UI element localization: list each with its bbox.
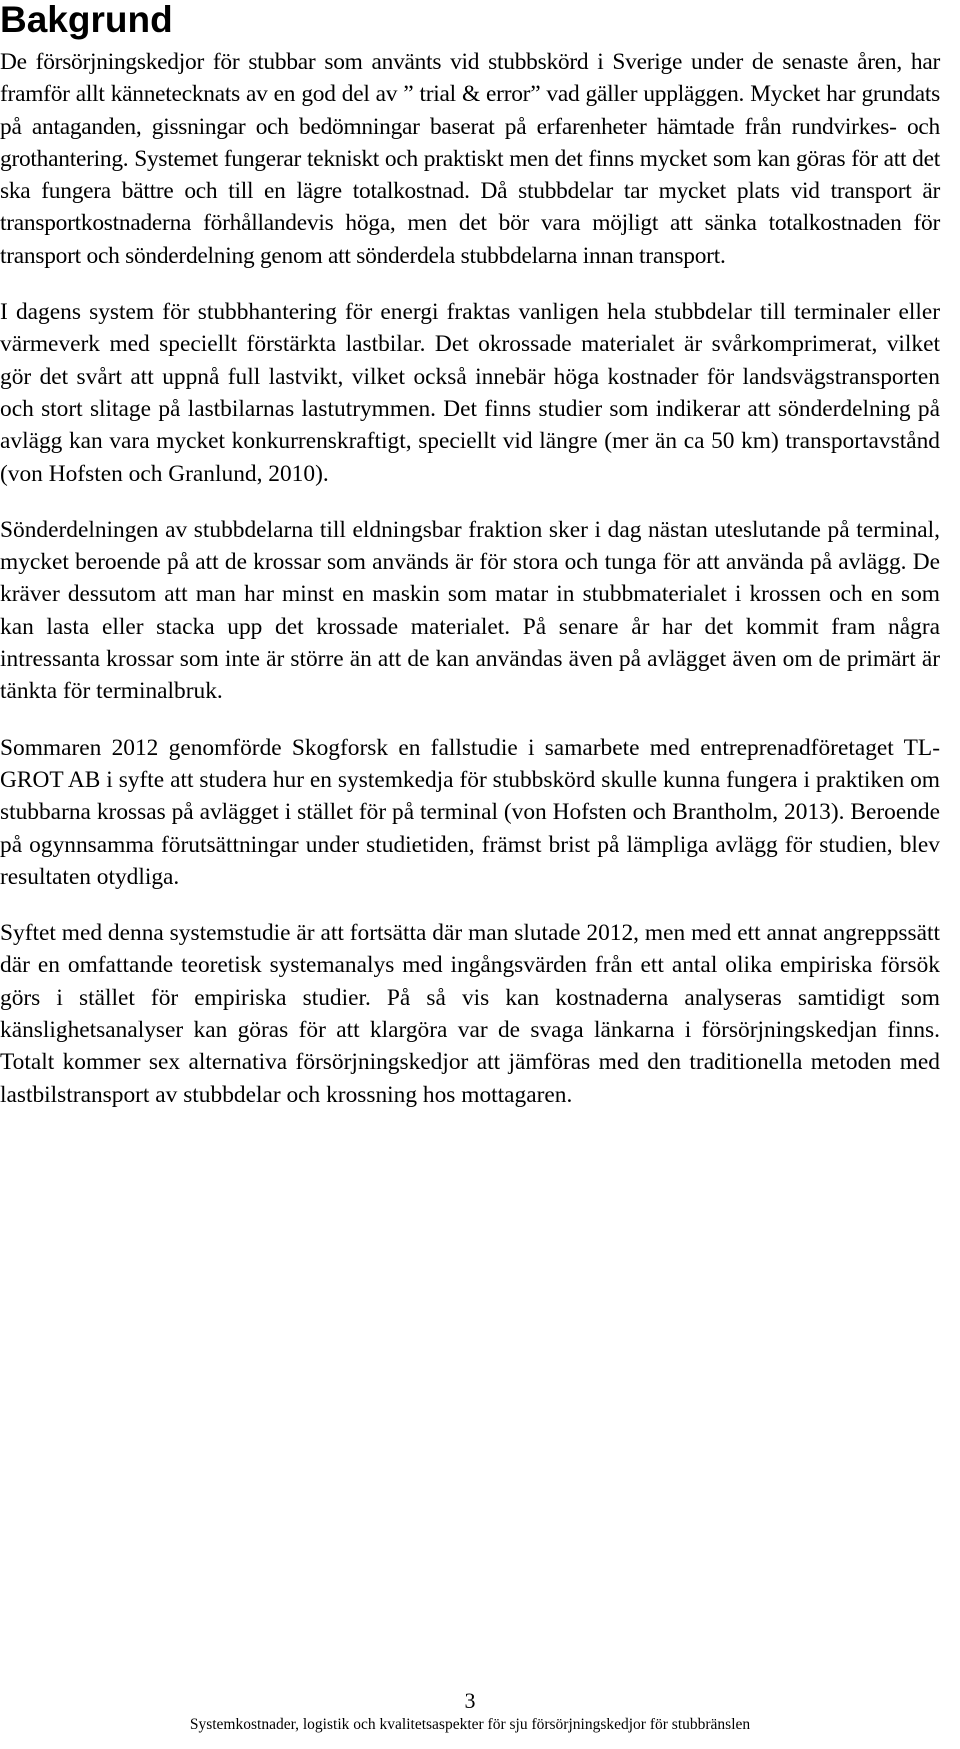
section-heading: Bakgrund bbox=[0, 0, 173, 40]
paragraph-5: Syftet med denna systemstudie är att fortsätta där man slutade 2012, men med ett annat angreppssätt där en omfattande teoretisk systemanalys med ingångsvärden från ett antal olika empiriska försök görs i stället för empiriska studier. På så vis kan kostnaderna analyseras samtidigt som känslighetsanalyser kan göras för att klargöra var de svaga länkarna i försörjningskedjan finns. Totalt kommer sex alternativa försörjningskedjor att jämföras med den traditionella metoden med lastbilstransport av stubbdelar och krossning hos mottagaren. bbox=[0, 920, 940, 1108]
paragraph-2: I dagens system för stubbhantering för energi fraktas vanligen hela stubbdelar till terminaler eller värmeverk med speciellt förstärkta lastbilar. Det okrossade materialet är svårkomprimerat, vilket gör det svårt att uppnå full lastvikt, vilket också innebär höga kostnader för landsvägstransporten och stort slitage på lastbilarnas lastutrymmen. Det finns studier som indikerar att sönderdelning på avlägg kan vara mycket konkurrenskraftigt, speciellt vid längre (mer än ca 50 km) transportavstånd (von Hofsten och Granlund, 2010). bbox=[0, 299, 940, 487]
footer-title: Systemkostnader, logistik och kvalitetsaspekter för sju försörjningskedjor för stubbränslen bbox=[189, 1716, 751, 1733]
body-text bbox=[0, 46, 940, 1135]
page-footer bbox=[0, 1688, 940, 1736]
page-number: 3 bbox=[464, 1688, 476, 1713]
paragraph-4: Sommaren 2012 genomförde Skogforsk en fallstudie i samarbete med entreprenadföretaget TL-GROT AB i syfte att studera hur en systemkedja för stubbskörd skulle kunna fungera i praktiken om stubbarna krossas på avlägget i stället för på terminal (von Hofsten och Brantholm, 2013). Beroende på ogynnsamma förutsättningar under studietiden, främst brist på lämpliga avlägg för studien, blev resultaten otydliga. bbox=[0, 734, 940, 890]
paragraph-3: Sönderdelningen av stubbdelarna till eldningsbar fraktion sker i dag nästan uteslutande på terminal, mycket beroende på att de krossar som används är för stora och tunga för att använda på avlägg. De kräver dessutom att man har minst en maskin som matar in stubbmaterialet i krossen och en som kan lasta eller stacka upp det krossade materialet. På senare år har det kommit fram några intressanta krossar som inte är större än att de kan användas även på avlägget även om de primärt är tänkta för terminalbruk. bbox=[0, 516, 940, 705]
paragraph-1: De försörjningskedjor för stubbar som använts vid stubbskörd i Sverige under de senaste åren, har framför allt kännetecknats av en god del av ” trial & error” vad gäller uppläggen. Mycket har grundats på antaganden, gissningar och bedömningar baserat på erfarenheter hämtade från rundvirkes- och grothantering. Systemet fungerar tekniskt och praktiskt men det finns mycket som kan göras för att det ska fungera bättre och till en lägre totalkostnad. Då stubbdelar tar mycket plats vid transport är transportkostnaderna förhållandevis höga, men det bör vara möjligt att sänka totalkostnaden för transport och sönderdelning genom att sönderdela stubbdelarna innan transport. bbox=[0, 49, 940, 269]
